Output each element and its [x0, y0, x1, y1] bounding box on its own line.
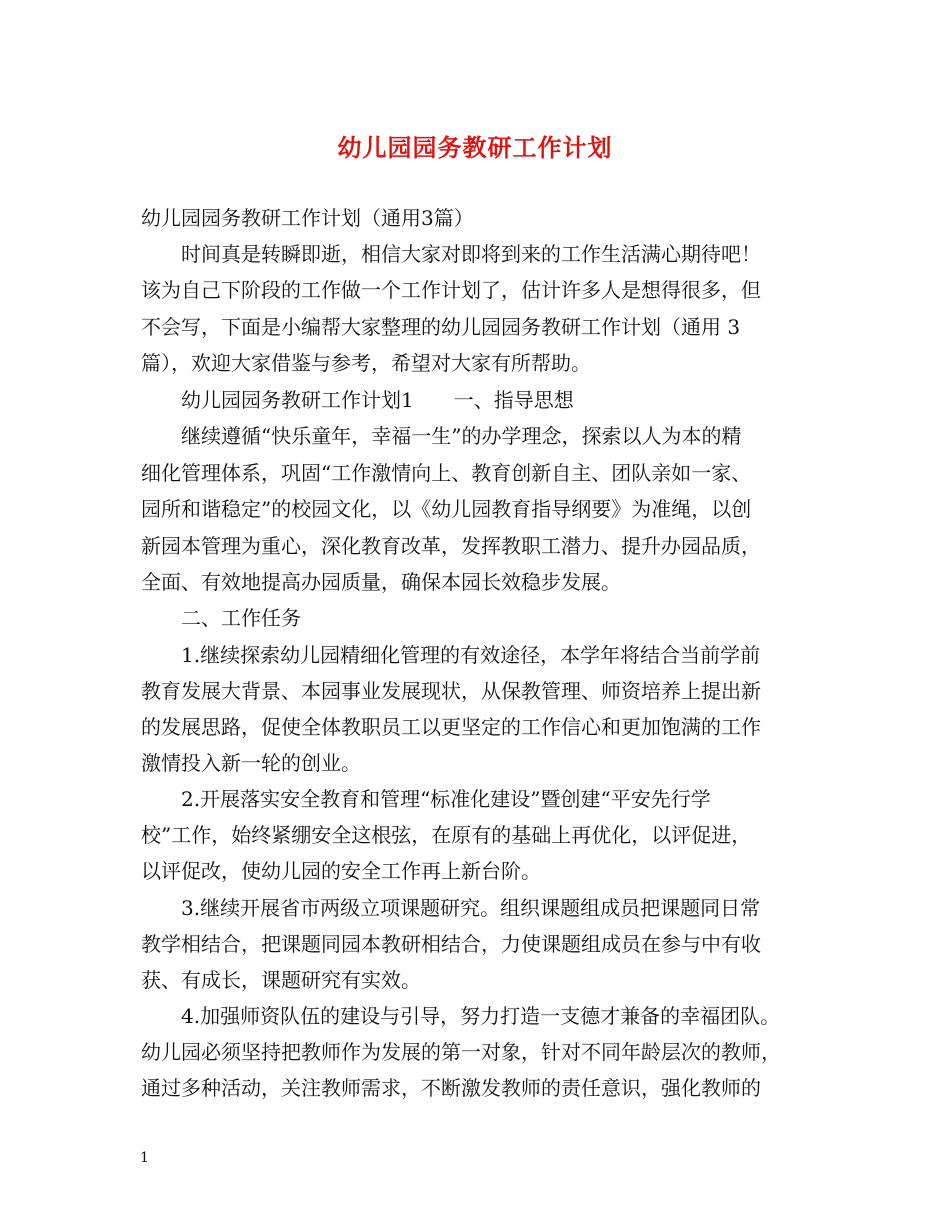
text-line: 不会写，下面是小编帮大家整理的幼儿园园务教研工作计划（通用 3	[141, 315, 741, 339]
text-line: 继续遵循“快乐童年，幸福一生”的办学理念，探索以人为本的精	[181, 424, 742, 448]
text-line: 教学相结合，把课题同园本教研相结合，力使课题组成员在参与中有收	[141, 932, 761, 956]
text-line: 通过多种活动，关注教师需求，不断激发教师的责任意识，强化教师的	[141, 1076, 761, 1100]
document-title: 幼儿园园务教研工作计划	[337, 133, 613, 162]
text-line: 2.开展落实安全教育和管理“标准化建设”暨创建“平安先行学	[181, 787, 711, 811]
text-line: 激情投入新一轮的创业。	[141, 751, 361, 775]
text-line: 3.继续开展省市两级立项课题研究。组织课题组成员把课题同日常	[181, 896, 761, 920]
text-line: 1.继续探索幼儿园精细化管理的有效途径，本学年将结合当前学前	[181, 643, 761, 667]
text-line: 获、有成长，课题研究有实效。	[141, 968, 421, 992]
text-line: 新园本管理为重心，深化教育改革，发挥教职工潜力、提升办园品质，	[141, 534, 761, 558]
text-line: 教育发展大背景、本园事业发展现状，从保教管理、师资培养上提出新	[141, 679, 761, 703]
text-line: 时间真是转瞬即逝，相信大家对即将到来的工作生活满心期待吧！	[181, 242, 761, 266]
text-line: 以评促改，使幼儿园的安全工作再上新台阶。	[141, 859, 541, 883]
text-line: 该为自己下阶段的工作做一个工作计划了，估计许多人是想得很多，但	[141, 278, 761, 302]
section-heading-line: 二、工作任务	[181, 606, 301, 630]
text-line: 全面、有效地提高办园质量，确保本园长效稳步发展。	[141, 570, 621, 594]
text-line: 细化管理体系，巩固“工作激情向上、教育创新自主、团队亲如一家、	[141, 461, 752, 485]
text-line: 园所和谐稳定”的校园文化，以《幼儿园教育指导纲要》为准绳，以创	[141, 497, 752, 521]
text-line: 校”工作，始终紧绷安全这根弦，在原有的基础上再优化，以评促进，	[141, 823, 752, 847]
page-number: 1	[140, 1150, 149, 1166]
subtitle-line: 幼儿园园务教研工作计划（通用3篇）	[141, 206, 474, 230]
text-line: 幼儿园必须坚持把教师作为发展的第一对象，针对不同年龄层次的教师，	[141, 1040, 781, 1064]
text-line: 篇），欢迎大家借鉴与参考，希望对大家有所帮助。	[141, 351, 591, 375]
text-line: 4.加强师资队伍的建设与引导，努力打造一支德才兼备的幸福团队。	[181, 1004, 781, 1028]
text-line: 的发展思路，促使全体教职员工以更坚定的工作信心和更加饱满的工作	[141, 715, 761, 739]
section-heading-line: 幼儿园园务教研工作计划1 一、指导思想	[181, 388, 574, 412]
